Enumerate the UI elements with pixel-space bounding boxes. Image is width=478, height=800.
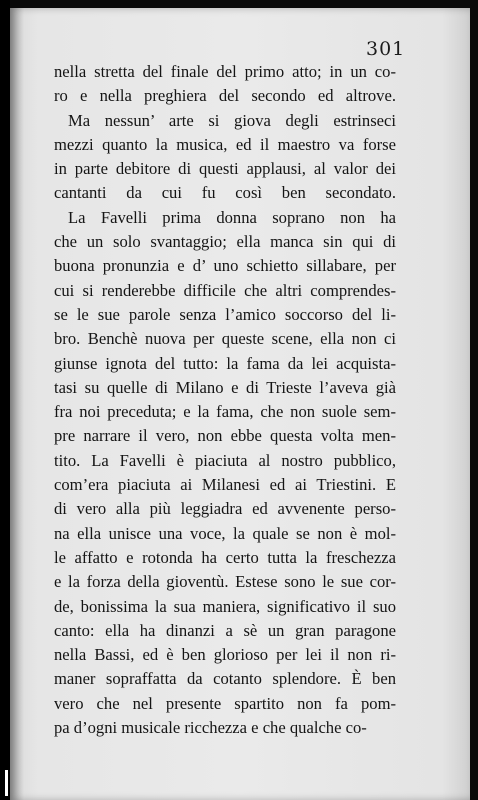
- text-line: cui si renderebbe difficile che altri comprendes-: [54, 280, 396, 300]
- text-line: pa d’ogni musicale ricchezza e che qualche co-: [54, 718, 367, 738]
- page-gutter-shadow: [10, 8, 24, 800]
- text-line: com’era piaciuta ai Milanesi ed ai Triestini. E: [54, 475, 396, 495]
- text-line: che un solo svantaggio; ella manca sin qui di: [54, 232, 396, 252]
- page-number: 301: [366, 38, 406, 60]
- text-line: giunse ignota del tutto: la fama da lei acquista-: [54, 353, 396, 373]
- text-line: se le sue parole senza l’amico soccorso del li-: [54, 304, 396, 324]
- text-line: na ella unisce una voce, la quale se non è mol-: [54, 523, 396, 543]
- text-line: de, bonissima la sua maniera, significativo il suo: [54, 596, 396, 616]
- text-line: tasi su quelle di Milano e di Trieste l’aveva già: [54, 377, 396, 397]
- text-line: in parte debitore di questi applausi, al valor dei: [54, 159, 396, 179]
- text-line: tito. La Favelli è piaciuta al nostro pubblico,: [54, 450, 396, 470]
- text-line: nella stretta del finale del primo atto; in un co-: [54, 62, 396, 81]
- text-line: le affatto e rotonda ha certo tutta la freschezza: [54, 547, 396, 567]
- text-line: ro e nella preghiera del secondo ed altrove.: [54, 86, 396, 106]
- body-text: [54, 60, 396, 740]
- text-line: pre narrare il vero, non ebbe questa volta men-: [54, 426, 396, 446]
- text-line: nella Bassi, ed è ben glorioso per lei il non ri-: [54, 645, 396, 665]
- text-line: fra noi preceduta; e la fama, che non suole sem-: [54, 402, 396, 422]
- text-line: maner sopraffatta da cotanto splendore. È ben: [54, 669, 396, 689]
- left-scan-margin: [0, 0, 10, 800]
- text-line: bro. Benchè nuova per queste scene, ella non ci: [54, 329, 396, 349]
- text-line: La Favelli prima donna soprano non ha: [68, 207, 396, 227]
- scan-edge-mark: [5, 770, 8, 796]
- book-page: [10, 8, 470, 800]
- text-line: buona pronunzia e d’ uno schietto sillabare, per: [54, 256, 396, 276]
- text-line: Ma nessun’ arte si giova degli estrinseci: [68, 110, 396, 130]
- text-line: mezzi quanto la musica, ed il maestro va forse: [54, 134, 396, 154]
- text-line: canto: ella ha dinanzi a sè un gran paragone: [54, 620, 396, 640]
- text-line: di vero alla più leggiadra ed avvenente perso-: [54, 499, 396, 519]
- text-line: vero che nel presente spartito non fa pom-: [54, 693, 396, 713]
- text-line: cantanti da cui fu così ben secondato.: [54, 183, 396, 203]
- text-line: e la forza della gioventù. Estese sono le sue cor-: [54, 572, 396, 592]
